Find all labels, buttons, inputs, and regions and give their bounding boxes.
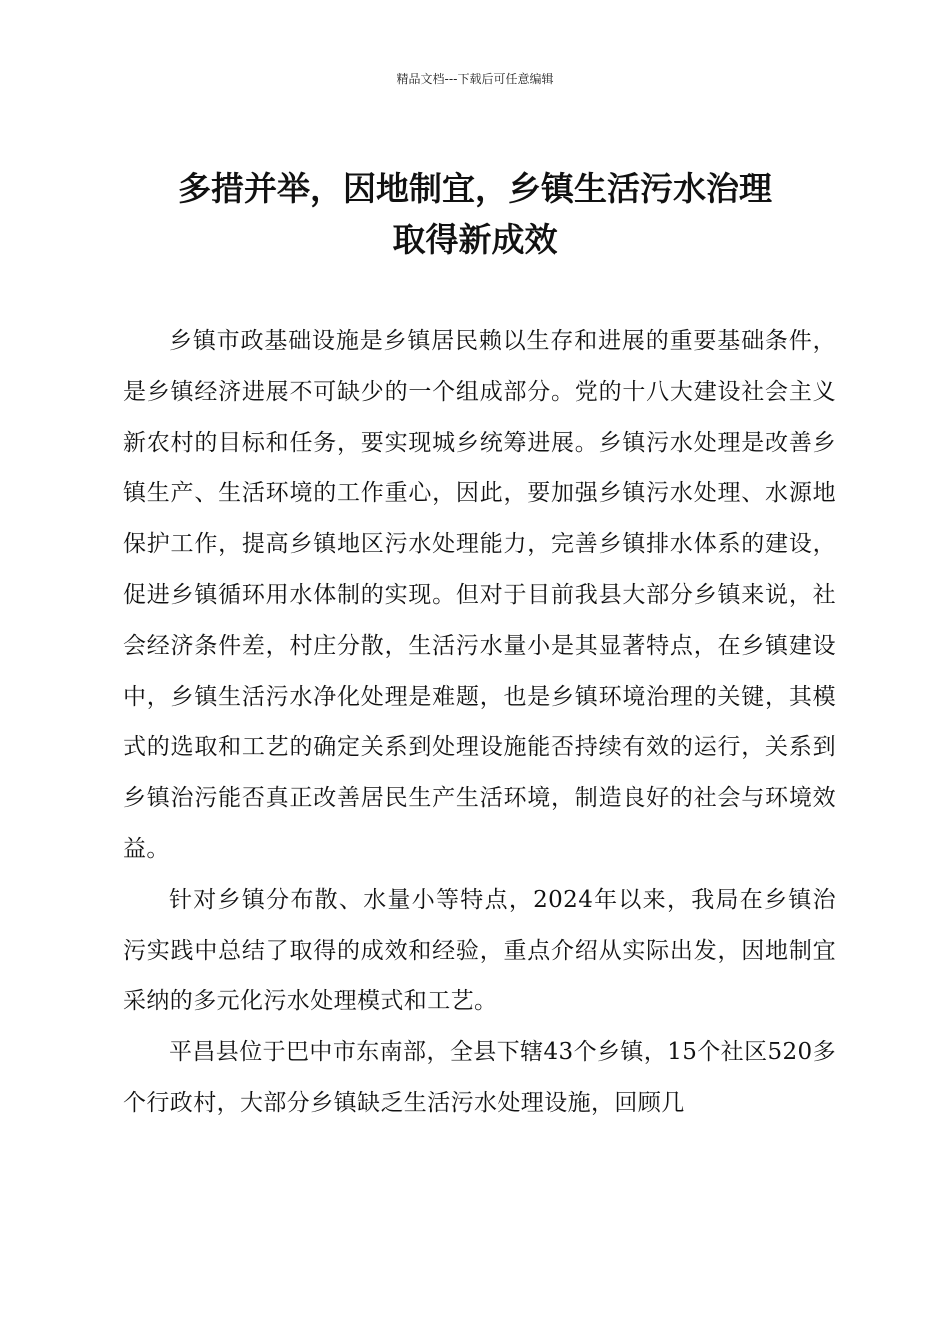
page-header-note: 精品文档---下载后可任意编辑	[396, 72, 554, 86]
title-line-2: 取得新成效	[392, 220, 558, 259]
document-title	[0, 163, 950, 265]
paragraph-3: 平昌县位于巴中市东南部，全县下辖43个乡镇，15个社区520多个行政村，大部分乡镇缺乏生活污水处理设施，回顾几	[123, 1039, 836, 1116]
document-body	[123, 316, 836, 1129]
paragraph-2: 针对乡镇分布散、水量小等特点，2024年以来，我局在乡镇治污实践中总结了取得的成效和经验，重点介绍从实际出发，因地制宜采纳的多元化污水处理模式和工艺。	[123, 886, 836, 1015]
title-line-1: 多措并举，因地制宜，乡镇生活污水治理	[178, 169, 772, 208]
paragraph-1: 乡镇市政基础设施是乡镇居民赖以生存和进展的重要基础条件，是乡镇经济进展不可缺少的一个组成部分。党的十八大建设社会主义新农村的目标和任务，要实现城乡统筹进展。乡镇污水处理是改善乡镇生产、生活环境的工作重心，因此，要加强乡镇污水处理、水源地保护工作，提高乡镇地区污水处理能力，完善乡镇排水体系的建设，促进乡镇循环用水体制的实现。但对于目前我县大部分乡镇来说，社会经济条件差，村庄分散，生活污水量小是其显著特点，在乡镇建设中，乡镇生活污水净化处理是难题，也是乡镇环境治理的关键，其模式的选取和工艺的确定关系到处理设施能否持续有效的运行，关系到乡镇治污能否真正改善居民生产生活环境，制造良好的社会与环境效益。	[123, 328, 836, 862]
